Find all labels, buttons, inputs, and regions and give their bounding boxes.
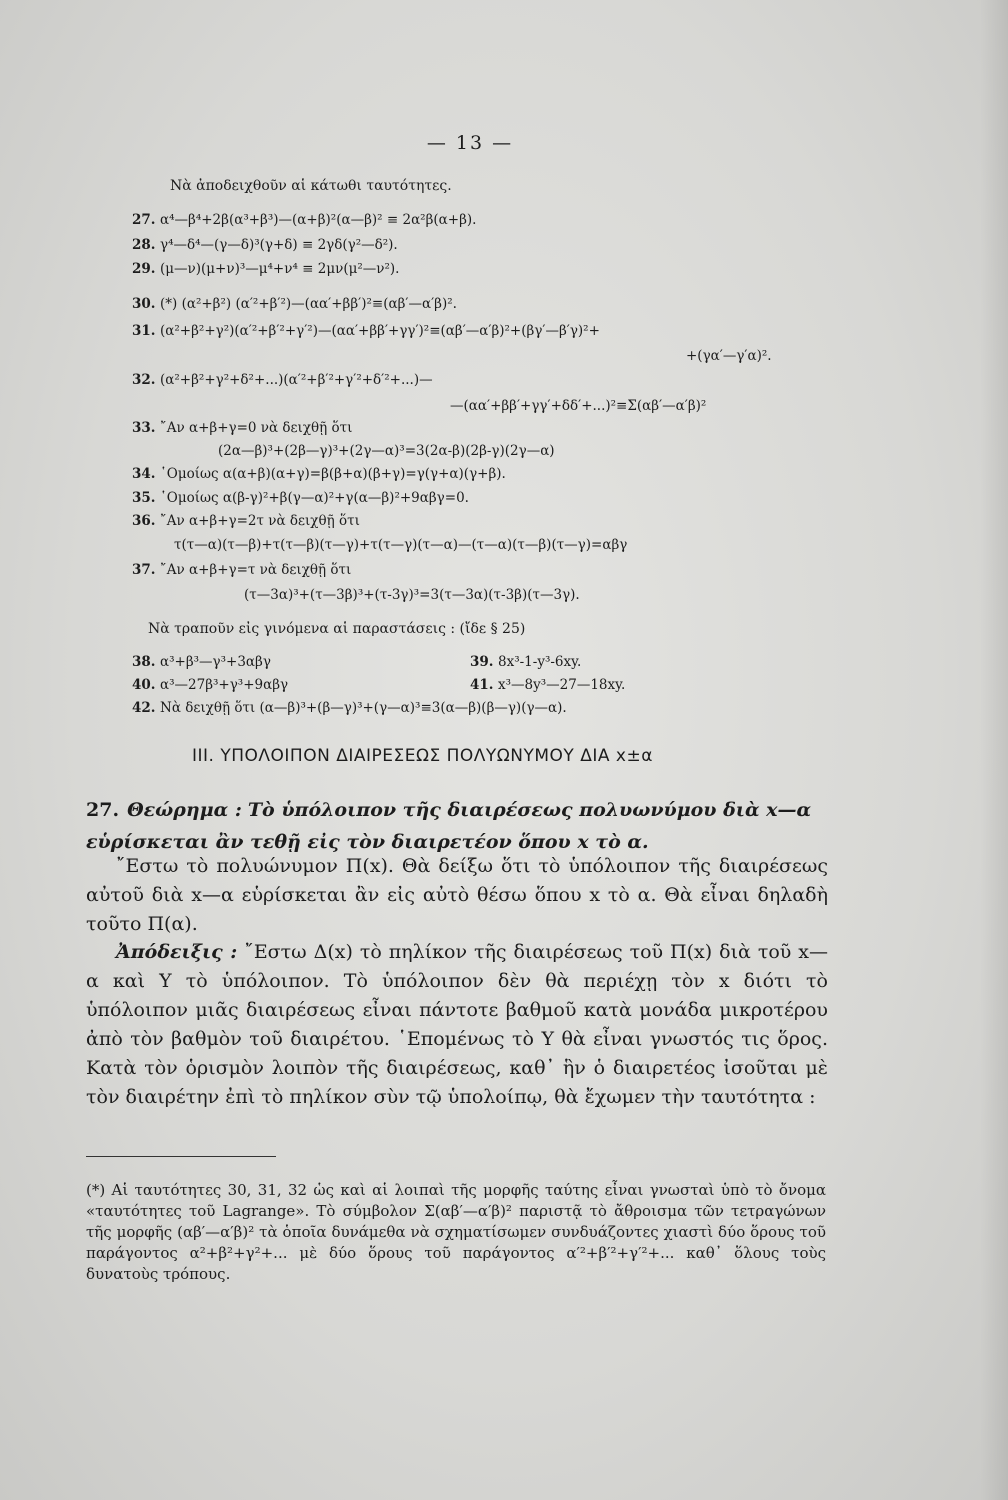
page-number: — 13 — bbox=[426, 132, 514, 154]
exercise-33-continuation: (2α—β)³+(2β—γ)³+(2γ—α)³=3(2α-β)(2β-γ)(2γ—α) bbox=[218, 443, 555, 459]
exercise-text: (μ—ν)(μ+ν)³—μ⁴+ν⁴ ≡ 2μν(μ²—ν²). bbox=[160, 261, 400, 277]
exercise-number: 30. bbox=[132, 296, 156, 312]
exercise-text: (α²+β²+γ²+δ²+...)(α′²+β′²+γ′²+δ′²+...)— bbox=[160, 372, 433, 388]
page-edge-shadow bbox=[980, 0, 1008, 1500]
exercise-34 bbox=[132, 466, 506, 482]
exercise-number: 34. bbox=[132, 466, 156, 482]
exercise-text: α³+β³—γ³+3αβγ bbox=[160, 654, 271, 670]
exercise-number: 37. bbox=[132, 562, 156, 578]
exercise-text: x³—8y³—27—18xy. bbox=[498, 677, 626, 693]
exercise-number: 42. bbox=[132, 700, 156, 716]
theorem-label: Θεώρημα : bbox=[127, 799, 242, 821]
theorem-number: 27. bbox=[86, 799, 120, 821]
exercise-40 bbox=[132, 677, 288, 693]
exercise-32-continuation: —(αα′+ββ′+γγ′+δδ′+...)²≡Σ(αβ′—α′β)² bbox=[450, 398, 707, 414]
exercise-number: 32. bbox=[132, 372, 156, 388]
exercise-42 bbox=[132, 700, 567, 716]
exercise-number: 36. bbox=[132, 513, 156, 529]
exercise-text: Νὰ δειχθῇ ὅτι (α—β)³+(β—γ)³+(γ—α)³≡3(α—β)(β—γ)(γ—α). bbox=[160, 700, 567, 716]
exercise-39 bbox=[470, 654, 581, 670]
exercise-text: ῎Αν α+β+γ=0 νὰ δειχθῇ ὅτι bbox=[160, 420, 353, 436]
exercise-number: 28. bbox=[132, 237, 156, 253]
exercise-32 bbox=[132, 372, 433, 388]
exercise-intro: Νὰ ἀποδειχθοῦν αἱ κάτωθι ταυτότητες. bbox=[170, 178, 452, 194]
section-heading: III. ΥΠΟΛΟΙΠΟΝ ΔΙΑΙΡΕΣΕΩΣ ΠΟΛΥΩΝΥΜΟΥ ΔΙΑ x±α bbox=[192, 746, 653, 766]
exercise-29 bbox=[132, 261, 399, 277]
exercise-text: ῎Αν α+β+γ=τ νὰ δειχθῇ ὅτι bbox=[160, 562, 352, 578]
exercise-31 bbox=[132, 323, 600, 339]
paragraph-proof bbox=[86, 938, 828, 1112]
exercise-28 bbox=[132, 237, 398, 253]
exercise-text: γ⁴—δ⁴—(γ—δ)³(γ+δ) ≡ 2γδ(γ²—δ²). bbox=[160, 237, 398, 253]
exercise-37 bbox=[132, 562, 351, 578]
exercise-text: α⁴—β⁴+2β(α³+β³)—(α+β)²(α—β)² ≡ 2α²β(α+β). bbox=[160, 212, 477, 228]
exercise-text: (*) (α²+β²) (α′²+β′²)—(αα′+ββ′)²≡(αβ′—α′β)². bbox=[160, 296, 457, 312]
exercise-text: ῾Ομοίως α(α+β)(α+γ)=β(β+α)(β+γ)=γ(γ+α)(γ+β). bbox=[160, 466, 506, 482]
exercise-text: 8x³-1-y³-6xy. bbox=[498, 654, 582, 670]
paragraph-setup: ῎Εστω τὸ πολυώνυμον Π(x). Θὰ δείξω ὅτι τὸ ὑπόλοιπον τῆς διαιρέσεως αὐτοῦ διὰ x—α εὑρίσκεται ἂν εἰς αὐτὸ θέσω ὅπου x τὸ α. Θὰ εἶναι δηλαδὴ τοῦτο Π(α). bbox=[86, 855, 828, 935]
exercise-text: α³—27β³+γ³+9αβγ bbox=[160, 677, 289, 693]
exercise-36 bbox=[132, 513, 360, 529]
exercise-27 bbox=[132, 212, 476, 228]
exercise-text: (α²+β²+γ²)(α′²+β′²+γ′²)—(αα′+ββ′+γγ′)²≡(αβ′—α′β)²+(βγ′—β′γ)²+ bbox=[160, 323, 600, 339]
exercise-text: ῾Ομοίως α(β-γ)²+β(γ—α)²+γ(α—β)²+9αβγ=0. bbox=[160, 490, 469, 506]
proof-label: Ἀπόδειξις : bbox=[116, 941, 238, 963]
theorem-statement: Τὸ ὑπόλοιπον τῆς διαιρέσεως πολυωνύμου διὰ x—α εὑρίσκεται ἂν τεθῇ εἰς τὸν διαιρετέον ὅπου x τὸ α. bbox=[86, 799, 812, 853]
exercise-number: 41. bbox=[470, 677, 494, 693]
exercise-text: ῎Αν α+β+γ=2τ νὰ δειχθῇ ὅτι bbox=[160, 513, 360, 529]
exercise-38 bbox=[132, 654, 271, 670]
proof-text: ῎Εστω Δ(x) τὸ πηλίκον τῆς διαιρέσεως τοῦ Π(x) διὰ τοῦ x—α καὶ Υ τὸ ὑπόλοιπον. Τὸ ὑπόλοιπον δὲν θὰ περιέχῃ τὸν x διότι τὸ ὑπόλοιπον μιᾶς διαιρέσεως εἶναι πάντοτε βαθμοῦ κατὰ μονάδα μικροτέρου ἀπὸ τὸν βαθμὸν τοῦ διαιρέτου. ῾Επομένως τὸ Υ θὰ εἶναι γνωστός τις ὅρος. Κατὰ τὸν ὁρισμὸν λοιπὸν τῆς διαιρέσεως, καθ᾿ ἣν ὁ διαιρετέος ἰσοῦται μὲ τὸν διαιρέτην ἐπὶ τὸ πηλίκον σὺν τῷ ὑπολοίπῳ, θὰ ἔχωμεν τὴν ταυτότητα : bbox=[86, 941, 829, 1108]
footnote-divider bbox=[86, 1156, 276, 1157]
theorem-block bbox=[86, 794, 836, 858]
factor-task-instruction: Νὰ τραποῦν εἰς γινόμενα αἱ παραστάσεις : (ἴδε § 25) bbox=[148, 621, 526, 637]
exercise-number: 35. bbox=[132, 490, 156, 506]
exercise-31-continuation: +(γα′—γ′α)². bbox=[686, 348, 772, 364]
exercise-41 bbox=[470, 677, 625, 693]
exercise-33 bbox=[132, 420, 352, 436]
exercise-number: 31. bbox=[132, 323, 156, 339]
exercise-number: 38. bbox=[132, 654, 156, 670]
exercise-number: 33. bbox=[132, 420, 156, 436]
exercise-37-continuation: (τ—3α)³+(τ—3β)³+(τ-3γ)³=3(τ—3α)(τ-3β)(τ—3γ). bbox=[244, 587, 580, 603]
exercise-number: 27. bbox=[132, 212, 156, 228]
footnote: (*) Αἱ ταυτότητες 30, 31, 32 ὡς καὶ αἱ λοιπαὶ τῆς μορφῆς ταύτης εἶναι γνωσταὶ ὑπὸ τὸ ὄνομα «ταυτότητες τοῦ Lagrange». Τὸ σύμβολον Σ(αβ′—α′β)² παριστᾷ τὸ ἄθροισμα τῶν τετραγώνων τῆς μορφῆς (αβ′—α′β)² τὰ ὁποῖα δυνάμεθα νὰ σχηματίσωμεν συνδυάζοντες χιαστὶ δύο ὅρους τοῦ παράγοντος α²+β²+γ²+... μὲ δύο ὅρους τοῦ παράγοντος α′²+β′²+γ′²+... καθ᾿ ὅλους τοὺς δυνατοὺς τρόπους. bbox=[86, 1181, 826, 1283]
exercise-35 bbox=[132, 490, 469, 506]
exercise-number: 40. bbox=[132, 677, 156, 693]
exercise-30 bbox=[132, 296, 457, 312]
exercise-number: 39. bbox=[470, 654, 494, 670]
exercise-number: 29. bbox=[132, 261, 156, 277]
exercise-36-continuation: τ(τ—α)(τ—β)+τ(τ—β)(τ—γ)+τ(τ—γ)(τ—α)—(τ—α)(τ—β)(τ—γ)=αβγ bbox=[174, 537, 628, 553]
